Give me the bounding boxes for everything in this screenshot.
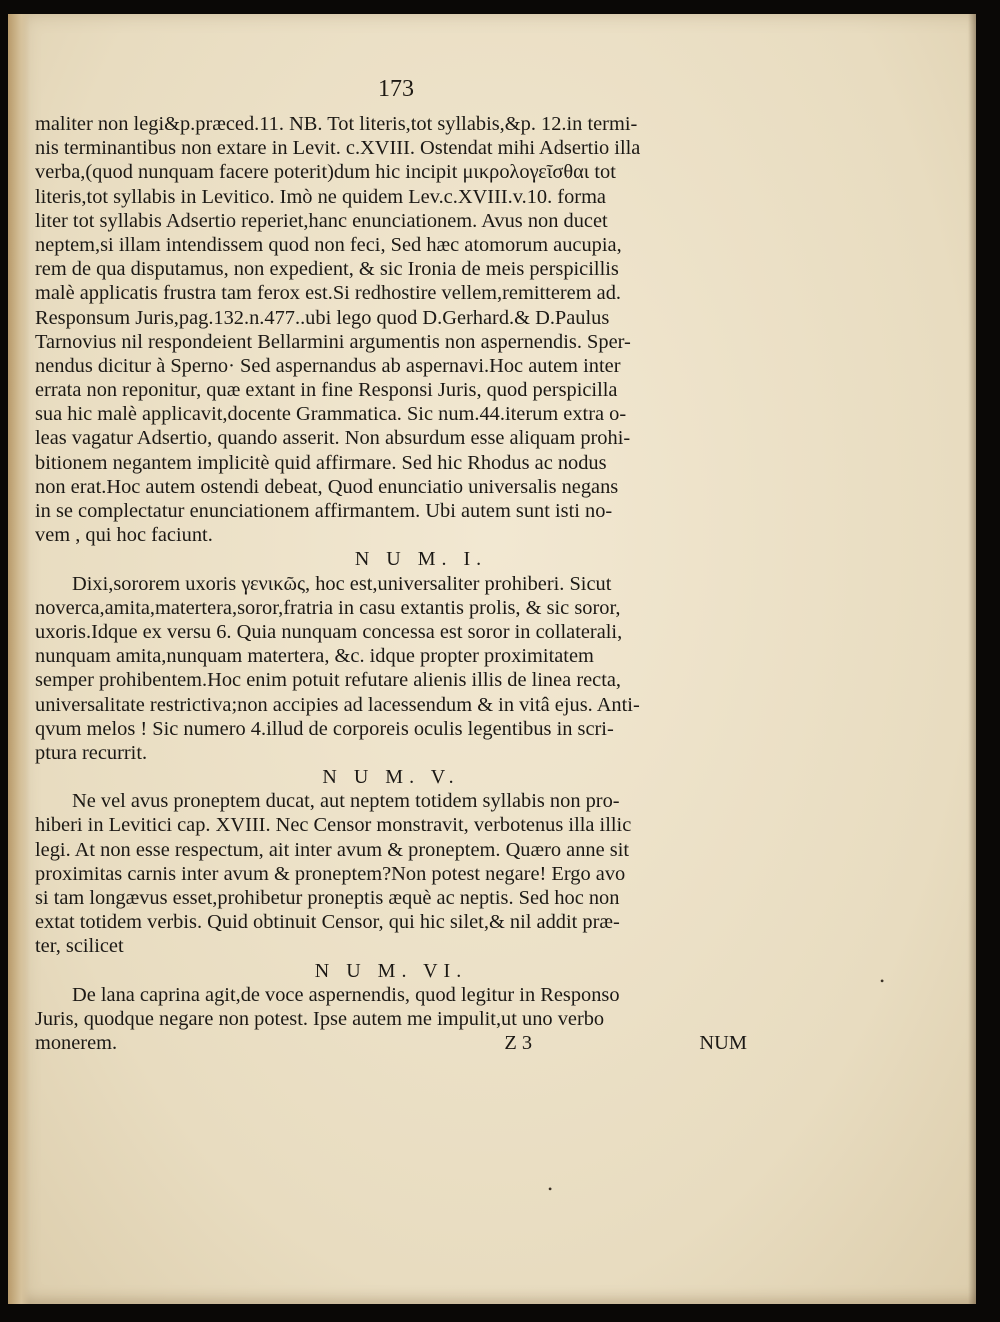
paper-speck: •	[880, 974, 885, 988]
text-line: errata non reponitur, quæ extant in fine Responsi Juris, quod perspicilla	[35, 379, 618, 402]
text-line: malè applicatis frustra tam ferox est.Si redhostire vellem,remitterem ad.	[35, 282, 622, 305]
text-line: monerem.	[35, 1032, 118, 1055]
text-line: universalitate restrictiva;non accipies ad lacessendum & in vitâ ejus. Anti-	[35, 693, 640, 716]
text-line: Ne vel avus proneptem ducat, aut neptem totidem syllabis non pro-	[72, 790, 620, 813]
text-line: bitionem negantem implicitè quid affirmare. Sed hic Rhodus ac nodus	[35, 451, 607, 474]
text-line: neptem,si illam intendissem quod non feci, Sed hæc atomorum aucupia,	[35, 233, 622, 256]
text-line: extat totidem verbis. Quid obtinuit Censor, qui hic silet,& nil addit præ-	[35, 911, 620, 934]
text-line: vem , qui hoc faciunt.	[35, 524, 213, 547]
section-paragraph	[35, 983, 747, 1056]
page-body	[35, 112, 747, 1055]
text-line: qvum melos ! Sic numero 4.illud de corporeis oculis legentibus in scri-	[35, 717, 614, 740]
text-line: liter tot syllabis Adsertio reperiet,hanc enunciationem. Avus non ducet	[35, 209, 608, 232]
text-line: De lana caprina agit,de voce aspernendis, quod legitur in Responso	[72, 983, 620, 1006]
text-line: nendus dicitur à Sperno· Sed aspernandus ab aspernavi.Hoc autem inter	[35, 354, 621, 377]
opening-paragraph	[35, 112, 747, 547]
text-line: sua hic malè applicavit,docente Grammatica. Sic num.44.iterum extra o-	[35, 403, 627, 426]
text-line: nunquam amita,nunquam matertera, &c. idque propter proximitatem	[35, 645, 594, 668]
text-line: non erat.Hoc autem ostendi debeat, Quod enunciatio universalis negans	[35, 475, 619, 498]
text-line: ptura recurrit.	[35, 741, 148, 764]
text-line: Juris, quodque negare non potest. Ipse autem me impulit,ut uno verbo	[35, 1007, 605, 1030]
text-line: si tam longævus esset,prohibetur proneptis æquè ac neptis. Sed hoc non	[35, 887, 620, 909]
section-paragraph	[35, 789, 747, 958]
section-heading: N U M. I.	[354, 548, 488, 571]
page-edge-shadow	[968, 14, 976, 1304]
text-line: maliter non legi&p.præced.11. NB. Tot literis,tot syllabis,&p. 12.in termi-	[35, 113, 638, 135]
text-line: semper prohibentem.Hoc enim potuit refutare alienis illis de linea recta,	[35, 669, 622, 692]
text-line: ter, scilicet	[35, 935, 124, 958]
text-line: noverca,amita,matertera,soror,fratria in casu extantis prolis, & sic soror,	[35, 596, 621, 619]
book-page	[8, 14, 976, 1304]
catchword: NUM	[699, 1032, 747, 1055]
text-line: rem de qua disputamus, non expedient, & sic Ironia de meis perspicillis	[35, 258, 619, 281]
section-paragraph	[35, 572, 747, 766]
text-line: Dixi,sororem uxoris γενικῶς, hoc est,universaliter prohiberi. Sicut	[72, 572, 612, 595]
page-number: 173	[378, 76, 414, 102]
text-line: uxoris.Idque ex versu 6. Quia nunquam concessa est soror in collaterali,	[35, 620, 623, 643]
text-line: nis terminantibus non extare in Levit. c.XVIII. Ostendat mihi Adsertio illa	[35, 137, 641, 160]
text-line: literis,tot syllabis in Levitico. Imò ne quidem Lev.c.XVIII.v.10. forma	[35, 185, 606, 208]
signature-mark: Z 3	[504, 1032, 533, 1055]
text-line: verba,(quod nunquam facere poterit)dum hic incipit μικρολογεῖσθαι tot	[35, 161, 616, 184]
text-line: hiberi in Levitici cap. XVIII. Nec Censor monstravit, verbotenus illa illic	[35, 814, 632, 837]
text-line: Responsum Juris,pag.132.n.477..ubi lego quod D.Gerhard.& D.Paulus	[35, 306, 610, 329]
text-line: proximitas carnis inter avum & proneptem?Non potest negare! Ergo avo	[35, 862, 626, 885]
text-line: legi. At non esse respectum, ait inter avum & proneptem. Quæro anne sit	[35, 838, 630, 861]
page-spine-shadow	[8, 14, 30, 1304]
text-line: leas vagatur Adsertio, quando asserit. Non absurdum esse aliquam prohi-	[35, 427, 631, 450]
section-heading: N U M. VI.	[314, 959, 468, 982]
text-line: in se complectatur enunciationem affirmantem. Ubi autem sunt isti no-	[35, 500, 613, 522]
paper-speck: •	[548, 1182, 553, 1196]
final-line	[35, 1031, 747, 1055]
section-heading: N U M. V.	[322, 766, 460, 789]
text-line: Tarnovius nil respondeient Bellarmini argumentis non aspernendis. Sper-	[35, 330, 631, 353]
